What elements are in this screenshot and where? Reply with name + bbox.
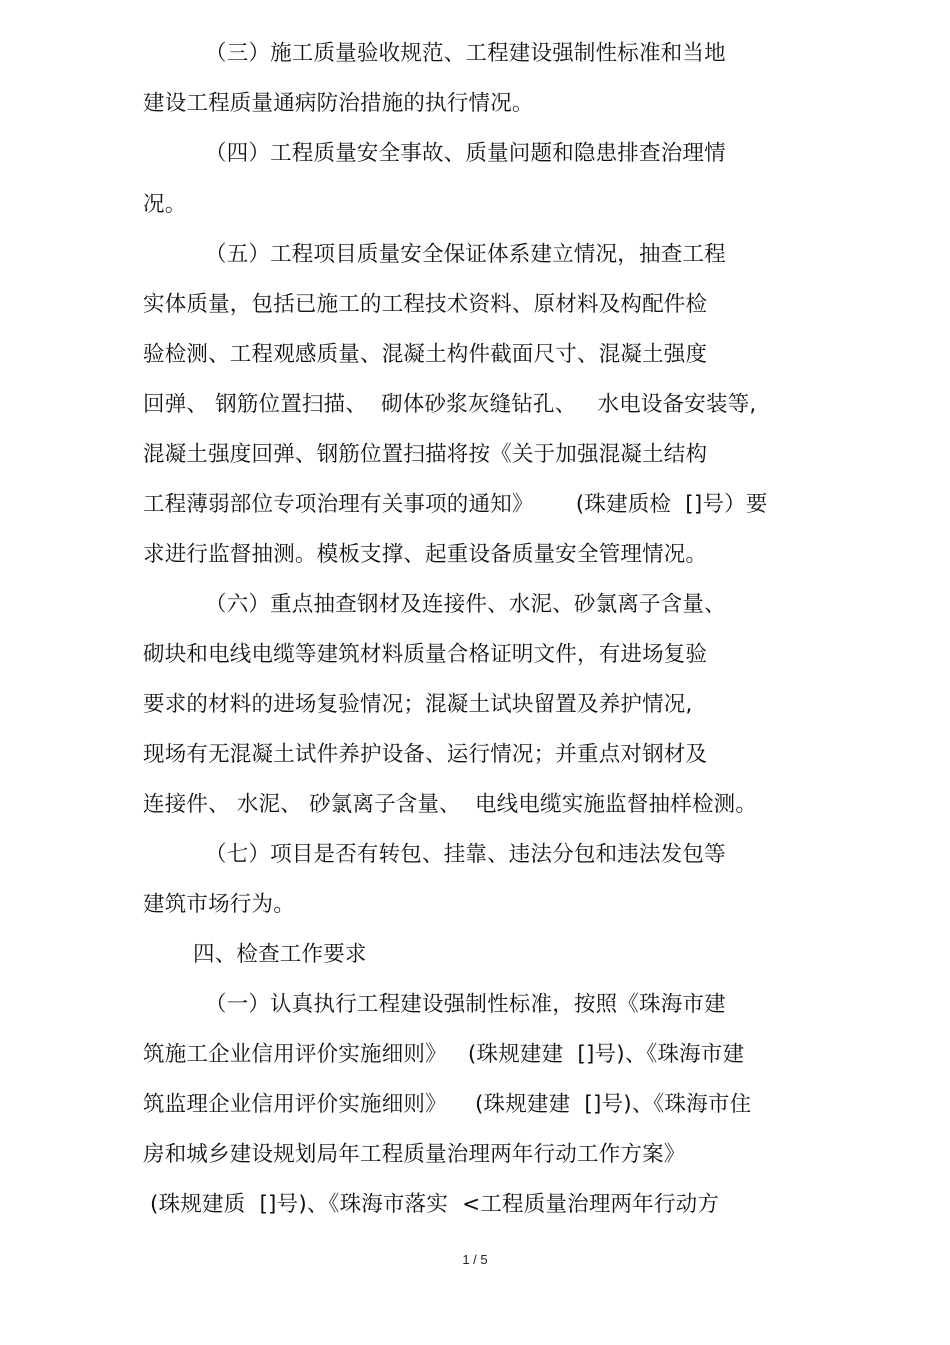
- text-line: 筑监理企业信用评价实施细则》 (珠规建建 []号)、《珠海市住: [143, 1092, 752, 1117]
- text-line: 验检测、工程观感质量、混凝土构件截面尺寸、混凝土强度: [143, 342, 708, 367]
- text-line: 工程薄弱部位专项治理有关事项的通知》 (珠建质检 []号）要: [143, 492, 768, 517]
- page-number: 1 / 5: [462, 1252, 488, 1267]
- text-line: 况。: [143, 192, 187, 217]
- section-heading: 四、检查工作要求: [193, 942, 367, 967]
- text-line: 回弹、 钢筋位置扫描、 砌体砂浆灰缝钻孔、 水电设备安装等,: [143, 392, 757, 417]
- text-line: （四）工程质量安全事故、质量问题和隐患排查治理情: [205, 141, 726, 166]
- text-line: 连接件、 水泥、 砂氯离子含量、 电线电缆实施监督抽样检测。: [143, 792, 758, 817]
- text-line: 建筑市场行为。: [143, 892, 295, 917]
- text-line: （六）重点抽查钢材及连接件、水泥、砂氯离子含量、: [205, 592, 726, 617]
- text-line: 求进行监督抽测。模板支撑、起重设备质量安全管理情况。: [143, 542, 708, 567]
- text-line: 筑施工企业信用评价实施细则》 (珠规建建 []号)、《珠海市建: [143, 1042, 745, 1067]
- text-line: (珠规建质 []号)、《珠海市落实 <工程质量治理两年行动方: [150, 1192, 720, 1217]
- text-line: 现场有无混凝土试件养护设备、运行情况；并重点对钢材及: [143, 742, 708, 767]
- text-line: 混凝土强度回弹、钢筋位置扫描将按《关于加强混凝土结构: [143, 442, 708, 467]
- text-line: 房和城乡建设规划局年工程质量治理两年行动工作方案》: [143, 1142, 686, 1167]
- text-line: （五）工程项目质量安全保证体系建立情况，抽查工程: [205, 242, 726, 267]
- text-line: 建设工程质量通病防治措施的执行情况。: [143, 91, 534, 116]
- text-line: （三）施工质量验收规范、工程建设强制性标准和当地: [205, 41, 726, 66]
- text-line: （七）项目是否有转包、挂靠、违法分包和违法发包等: [205, 842, 726, 867]
- text-line: 实体质量，包括已施工的工程技术资料、原材料及构配件检: [143, 292, 708, 317]
- text-line: （一）认真执行工程建设强制性标准，按照《珠海市建: [205, 992, 726, 1017]
- text-line: 要求的材料的进场复验情况；混凝土试块留置及养护情况,: [143, 692, 693, 717]
- text-line: 砌块和电线电缆等建筑材料质量合格证明文件，有进场复验: [143, 642, 708, 667]
